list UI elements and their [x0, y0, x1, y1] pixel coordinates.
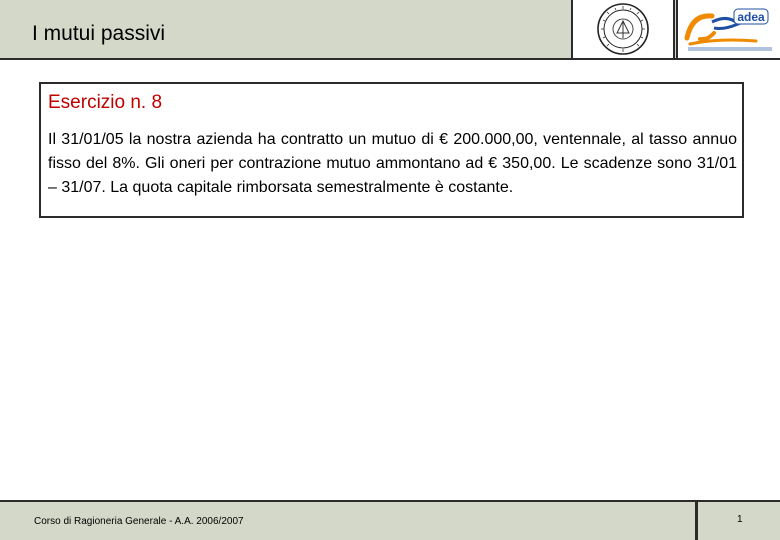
- page-number: 1: [737, 514, 743, 525]
- header-bar: [0, 0, 780, 59]
- footer-bar: [0, 502, 780, 540]
- header-divider: [0, 58, 780, 60]
- adea-logo-icon: [678, 0, 780, 58]
- exercise-box: [39, 82, 744, 218]
- exercise-title: Esercizio n. 8: [48, 92, 163, 113]
- svg-text:adea: adea: [737, 10, 765, 24]
- exercise-text: Il 31/01/05 la nostra azienda ha contratto un mutuo di € 200.000,00, ventennale, al tasso annuo fisso del 8%. Gli oneri per contrazione mutuo ammontano ad € 350,00. Le scadenze sono 31/01 – 31/07. La quota capitale rimborsata semestralmente è costante.: [48, 131, 737, 196]
- course-label: Corso di Ragioneria Generale - A.A. 2006/2007: [34, 516, 244, 527]
- footer-separator: [695, 502, 698, 540]
- university-seal-icon: [573, 0, 673, 58]
- adea-logo-box: [676, 0, 780, 58]
- university-logo-box: [571, 0, 675, 58]
- page-title: I mutui passivi: [32, 22, 166, 45]
